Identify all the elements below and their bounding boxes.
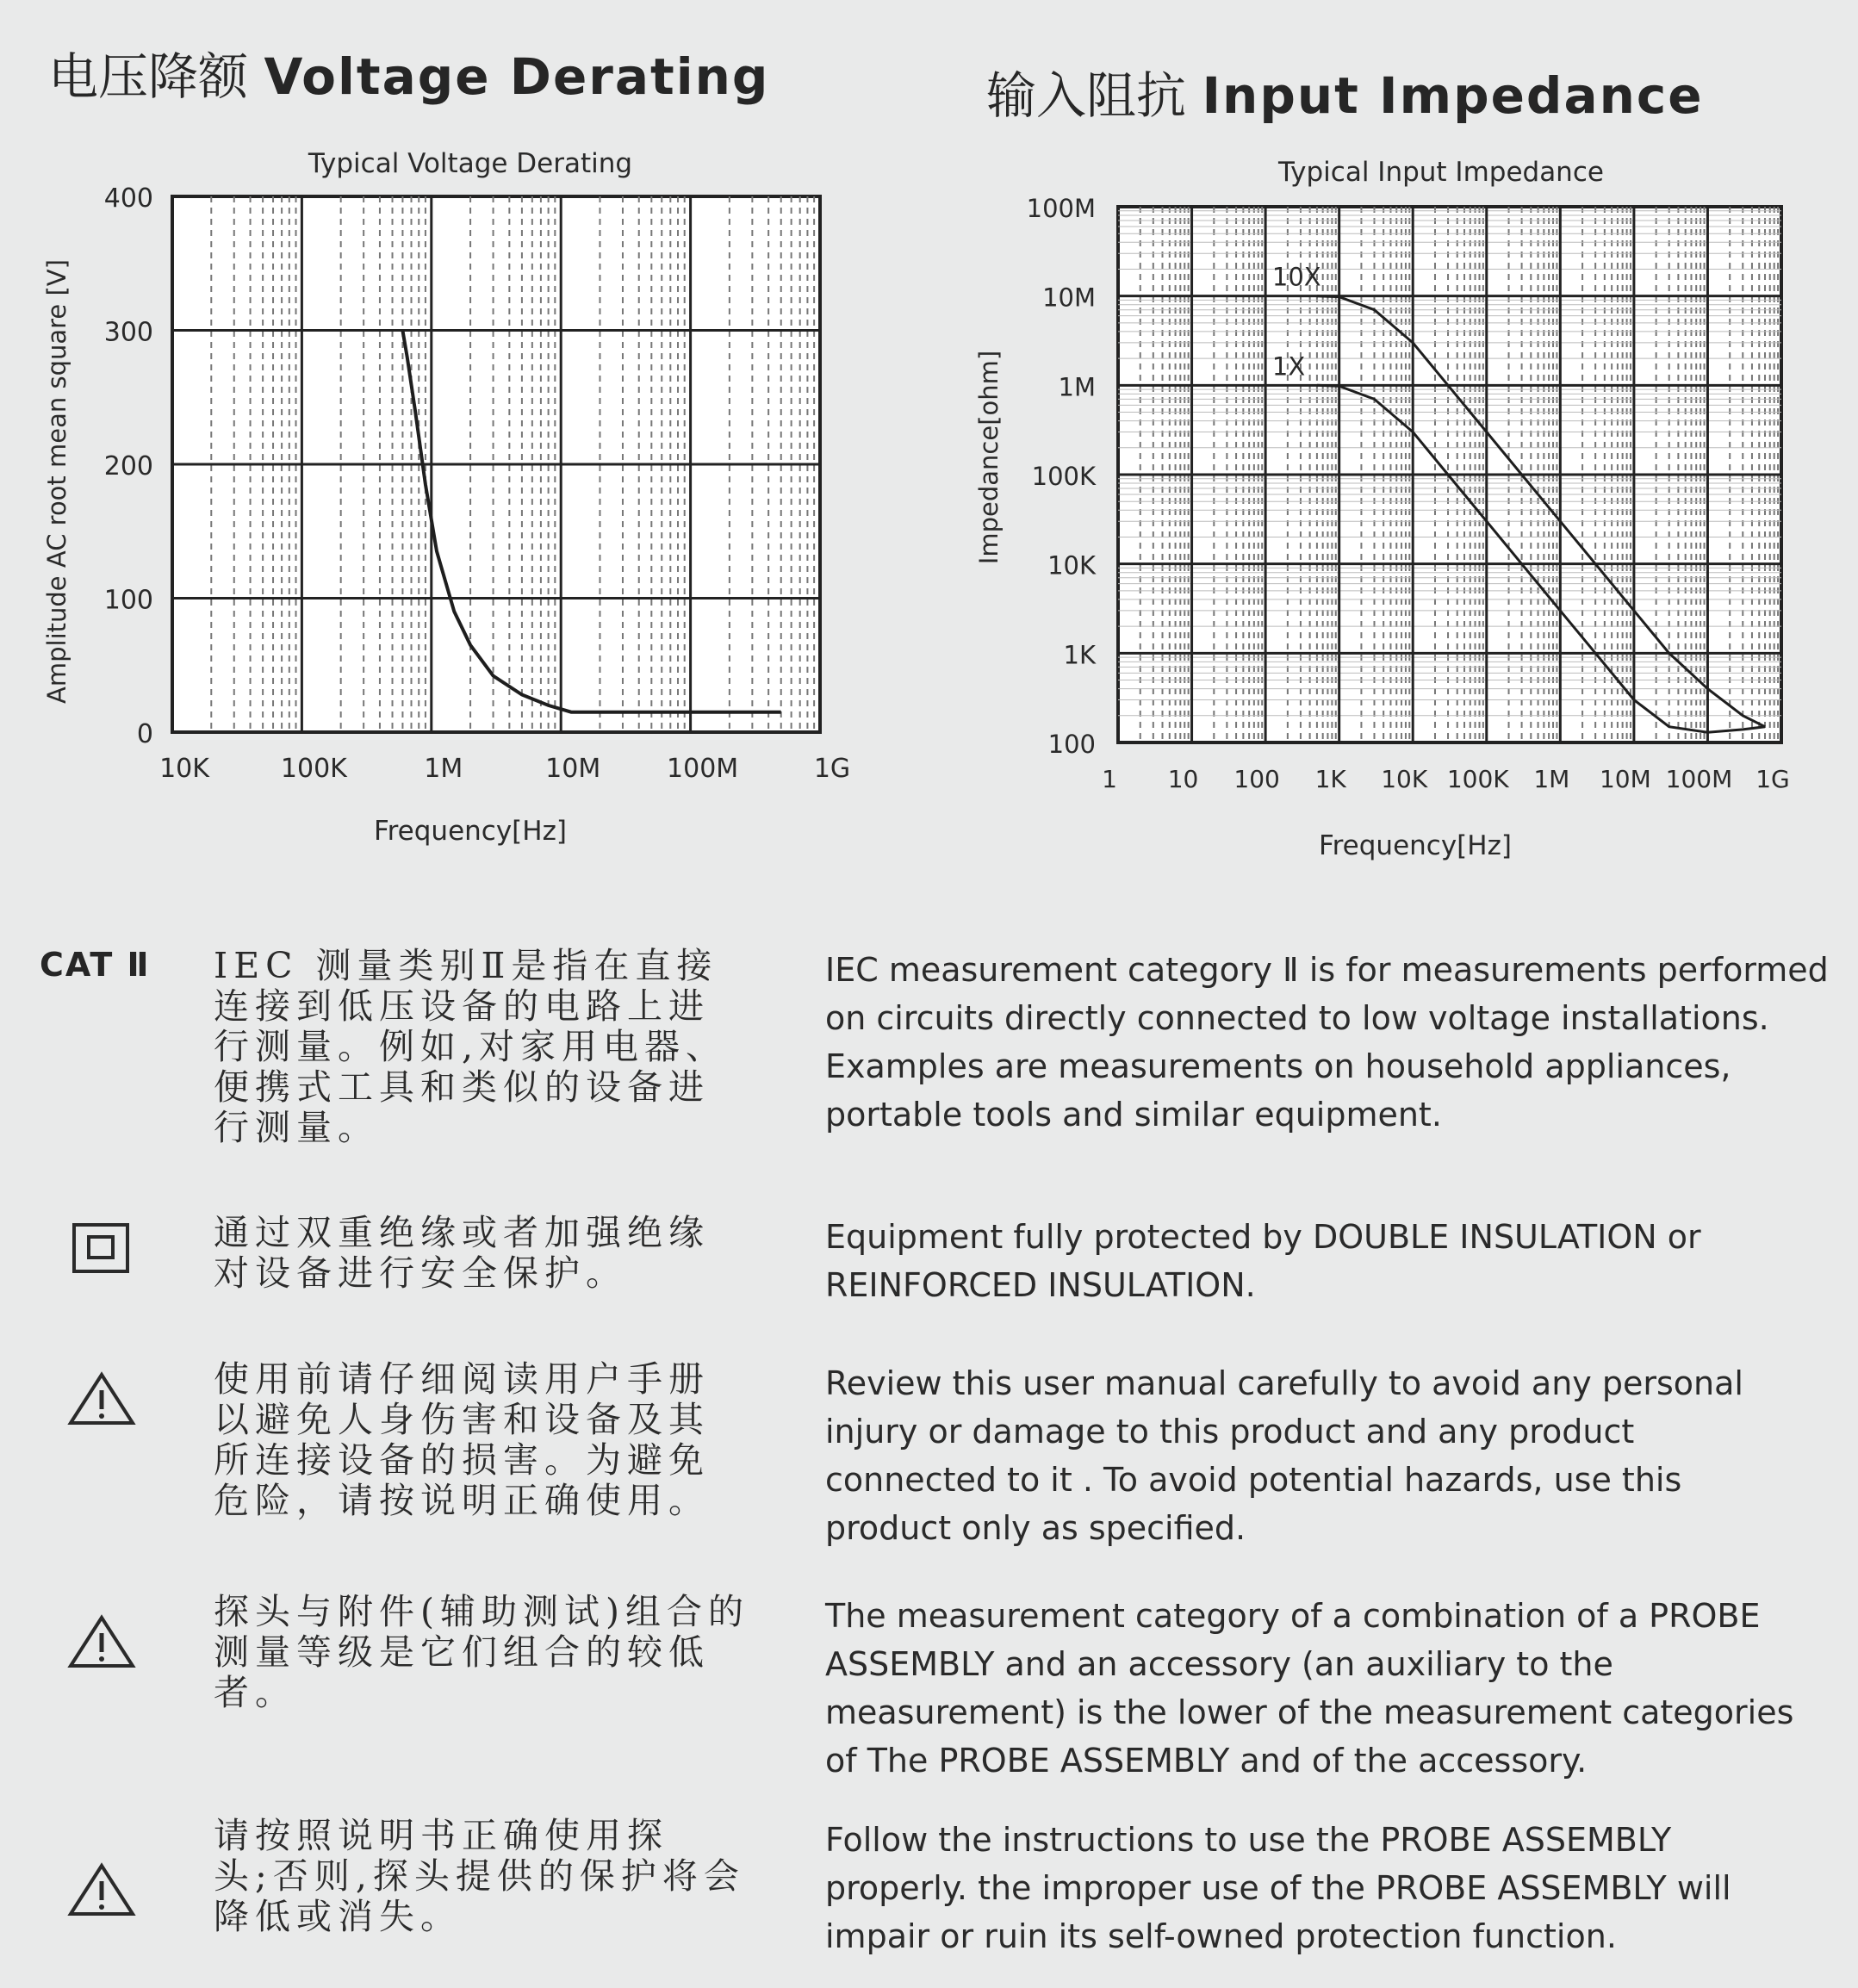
x-tick-label: 10M <box>1599 765 1651 793</box>
warning-instructions-zh-text: 请按照说明书正确使用探 头;否则,探头提供的保护将会 降低或消失。 <box>214 1815 745 1937</box>
x-tick-label: 10 <box>1167 765 1199 793</box>
y-tick-label: 100 <box>103 585 153 616</box>
cat-ii-zh-text: IEC 测量类别Ⅱ是指在直接 连接到低压设备的电路上进 行测量。例如,对家用电器、 便携式工具和类似的设备进 行测量。 <box>214 945 728 1148</box>
input-impedance-chart <box>948 138 1858 879</box>
x-tick-label: 100 <box>1233 765 1280 793</box>
y-tick-label: 100K <box>1031 462 1096 491</box>
voltage-derating-heading-en: Voltage Derating <box>264 47 770 106</box>
x-tick-label: 100M <box>1665 765 1733 793</box>
y-tick-label: 0 <box>136 719 153 749</box>
y-tick-label: 300 <box>103 317 153 348</box>
x-axis-label: Frequency[Hz] <box>374 816 567 847</box>
x-tick-label: 1G <box>1755 765 1790 793</box>
y-tick-label: 1M <box>1058 372 1096 402</box>
chart-title: Typical Input Impedance <box>1278 157 1604 188</box>
double-insulation-en-text: Equipment fully protected by DOUBLE INSULATION or REINFORCED INSULATION. <box>825 1218 1701 1304</box>
series-label: 1X <box>1271 351 1306 382</box>
y-tick-label: 100M <box>1026 194 1096 223</box>
warning-category-en-text: The measurement category of a combination of a PROBE ASSEMBLY and an accessory (an auxiliary to the measurement) is the lower of the measurement categories of The PROBE ASSEMBLY and of the accessory. <box>825 1597 1794 1780</box>
warning-icon <box>67 1370 136 1430</box>
voltage-derating-heading-zh: 电压降额 <box>48 47 249 106</box>
cat-ii-en-text: IEC measurement category Ⅱ is for measurements performed on circuits directly connected to low voltage installations. Examples are measurements on household appliances, portable tools and similar equipment. <box>825 951 1829 1134</box>
y-axis-label: Impedance[ohm] <box>974 350 1004 565</box>
y-tick-label: 400 <box>103 183 153 214</box>
x-tick-label: 1M <box>424 754 463 784</box>
x-tick-label: 100K <box>280 754 347 784</box>
x-tick-label: 100M <box>667 754 739 784</box>
y-tick-label: 1K <box>1063 640 1096 670</box>
warning-manual-zh-text: 使用前请仔细阅读用户手册 以避免人身伤害和设备及其 所连接设备的损害。为避免 危险，请按说明正确使用。 <box>214 1358 710 1521</box>
y-tick-label: 200 <box>103 451 153 481</box>
y-tick-label: 10K <box>1047 550 1096 581</box>
chart-title: Typical Voltage Derating <box>308 148 633 179</box>
x-tick-label: 10K <box>1381 765 1428 793</box>
x-tick-label: 10M <box>545 754 601 784</box>
x-tick-label: 1M <box>1533 765 1570 793</box>
warning-manual-en-text: Review this user manual carefully to avoid any personal injury or damage to this product and any product connected to it . To avoid potential hazards, use this product only as specified. <box>825 1364 1743 1547</box>
x-tick-label: 1K <box>1314 765 1346 793</box>
y-axis-label: Amplitude AC root mean square [V] <box>42 259 71 704</box>
cat-ii-label: CAT Ⅱ <box>40 946 151 984</box>
y-tick-label: 10M <box>1042 283 1096 313</box>
input-impedance-chart-svg <box>948 138 1858 879</box>
voltage-derating-chart-svg <box>0 129 896 879</box>
warning-category-zh-text: 探头与附件(辅助测试)组合的 测量等级是它们组合的较低 者。 <box>214 1591 749 1713</box>
x-tick-label: 10K <box>159 754 209 784</box>
input-impedance-heading-en: Input Impedance <box>1202 66 1704 125</box>
warning-icon <box>67 1861 136 1921</box>
y-tick-label: 100 <box>1047 730 1096 759</box>
x-tick-label: 1G <box>813 754 851 784</box>
x-tick-label: 1 <box>1102 765 1117 793</box>
double-insulation-icon <box>67 1220 136 1280</box>
input-impedance-heading-zh: 输入阻抗 <box>986 66 1187 125</box>
warning-icon <box>67 1612 136 1673</box>
voltage-derating-chart <box>0 129 896 879</box>
x-tick-label: 100K <box>1446 765 1509 793</box>
warning-instructions-en-text: Follow the instructions to use the PROBE ASSEMBLY properly. the improper use of the PROBE ASSEMBLY will impair or ruin its self-owned protection function. <box>825 1821 1731 1955</box>
x-axis-label: Frequency[Hz] <box>1319 830 1512 861</box>
series-label: 10X <box>1271 262 1321 292</box>
voltage-derating-heading <box>48 36 769 109</box>
double-insulation-zh-text: 通过双重绝缘或者加强绝缘 对设备进行安全保护。 <box>214 1212 710 1294</box>
input-impedance-heading <box>986 55 1704 127</box>
